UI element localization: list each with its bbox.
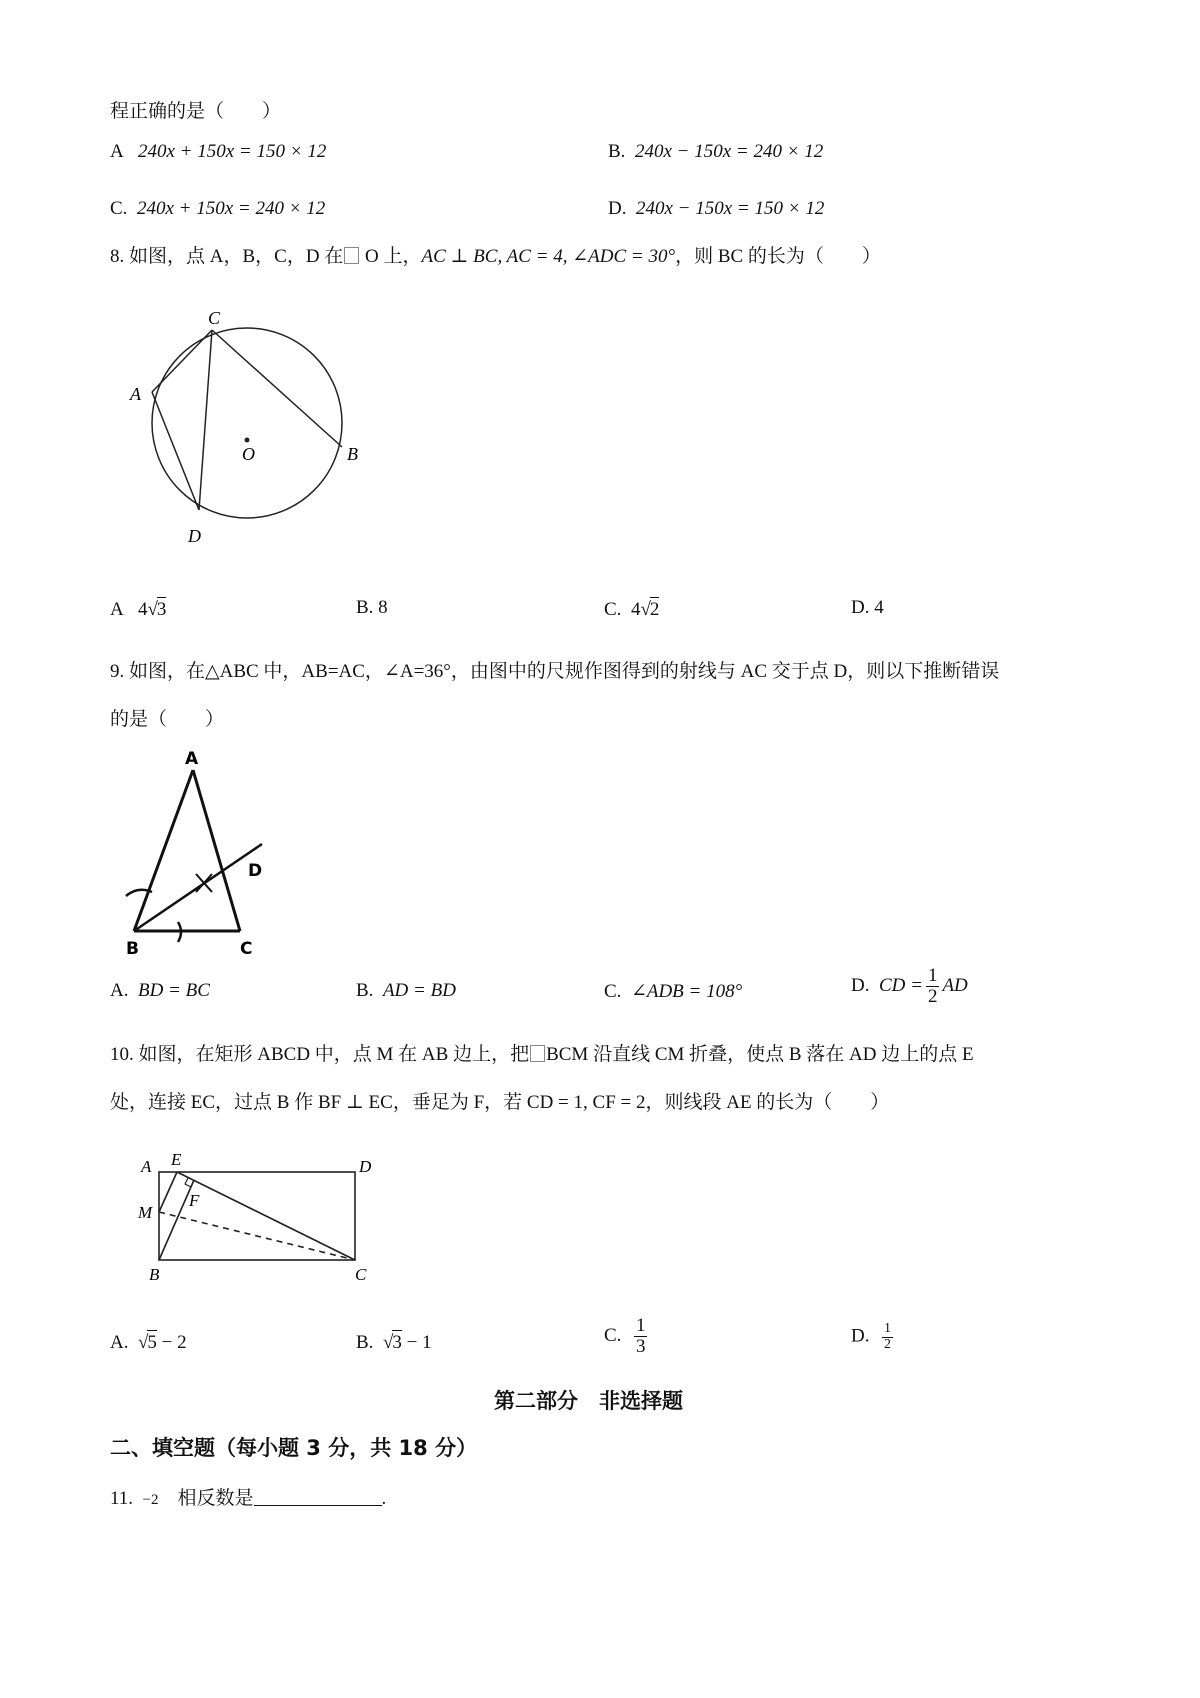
segment-ec (177, 1172, 355, 1260)
q7-option-b: B. 240x − 150x = 240 × 12 (608, 141, 824, 162)
q9-option-b: B. AD = BD (356, 980, 456, 1001)
q7-continuation: 程正确的是（ ） (110, 101, 282, 122)
q8-option-d: D. 4 (851, 597, 884, 618)
q9-stem-line2: 的是（ ） (110, 709, 225, 730)
q11-stem: 11. −2 相反数是 . (110, 1488, 387, 1509)
label-a: A (141, 1157, 152, 1176)
side-ab (134, 770, 193, 931)
bisector-ray (134, 844, 262, 931)
label-a: A (185, 749, 199, 769)
q9-triangle-figure (120, 746, 280, 961)
segment-cd (199, 330, 212, 510)
label-m: M (138, 1203, 153, 1222)
q9-option-c: C. ∠ADB = 108° (604, 981, 743, 1002)
q8-option-a: A 4√3 (110, 599, 167, 620)
q8-circle-figure (120, 308, 370, 555)
label-e: E (171, 1150, 182, 1169)
answer-blank[interactable] (254, 1487, 382, 1506)
label-a: A (130, 384, 141, 404)
section-two-heading: 二、填空题（每小题 3 分，共 18 分） (110, 1436, 478, 1460)
fold-line-cm (159, 1212, 355, 1260)
segment-cb (212, 330, 342, 447)
segment-ad (152, 392, 199, 510)
q10-option-a: A. √5 − 2 (110, 1332, 187, 1353)
q8-stem: 8. 如图，点 A，B，C，D 在 O 上，AC ⊥ BC, AC = 4, ∠ADC = 30°，则 BC 的长为（ ） (110, 246, 881, 267)
label-o: O (242, 444, 255, 464)
q7-option-a: A 240x + 150x = 150 × 12 (110, 141, 327, 162)
label-b: B (126, 939, 139, 959)
label-c: C (240, 939, 253, 959)
side-ac (193, 770, 240, 931)
segment-ca (152, 330, 212, 392)
label-c: C (355, 1265, 367, 1284)
missing-glyph-icon (344, 247, 359, 264)
label-d: D (248, 861, 263, 881)
q9-stem-line1: 9. 如图，在△ABC 中，AB=AC，∠A=36°，由图中的尺规作图得到的射线与 AC 交于点 D，则以下推断错误 (110, 661, 1000, 682)
label-b: B (149, 1265, 160, 1284)
q10-option-c: C. $\frac{1}{3}$ (604, 1315, 646, 1357)
q7-option-d: D. 240x − 150x = 150 × 12 (608, 198, 825, 219)
q10-option-b: B. √3 − 1 (356, 1332, 432, 1353)
q8-option-c: C. 4√2 (604, 599, 660, 620)
label-d: D (359, 1157, 372, 1176)
label-b: B (347, 444, 358, 464)
part-two-title: 第二部分 非选择题 (494, 1389, 683, 1413)
label-c: C (208, 308, 221, 328)
q8-option-b: B. 8 (356, 597, 388, 618)
center-point (245, 438, 250, 443)
circle-o (152, 328, 342, 518)
q10-option-d: D. $\frac{1}{2}$ (851, 1321, 891, 1352)
q9-option-a: A. BD = BC (110, 980, 210, 1001)
q10-stem-line1: 10. 如图，在矩形 ABCD 中，点 M 在 AB 边上，把 BCM 沿直线 CM 折叠，使点 B 落在 AD 边上的点 E (110, 1044, 974, 1065)
q10-rectangle-figure (125, 1148, 395, 1293)
label-f: F (189, 1191, 200, 1210)
label-d: D (188, 526, 201, 546)
q9-option-d: D. CD = $\frac{1}{2}$ AD (851, 965, 968, 1007)
missing-glyph-icon (530, 1045, 545, 1062)
q10-stem-line2: 处，连接 EC，过点 B 作 BF ⊥ EC，垂足为 F，若 CD = 1, CF = 2，则线段 AE 的长为（ ） (110, 1092, 890, 1113)
segment-me (159, 1172, 177, 1212)
q7-option-c: C. 240x + 150x = 240 × 12 (110, 198, 326, 219)
